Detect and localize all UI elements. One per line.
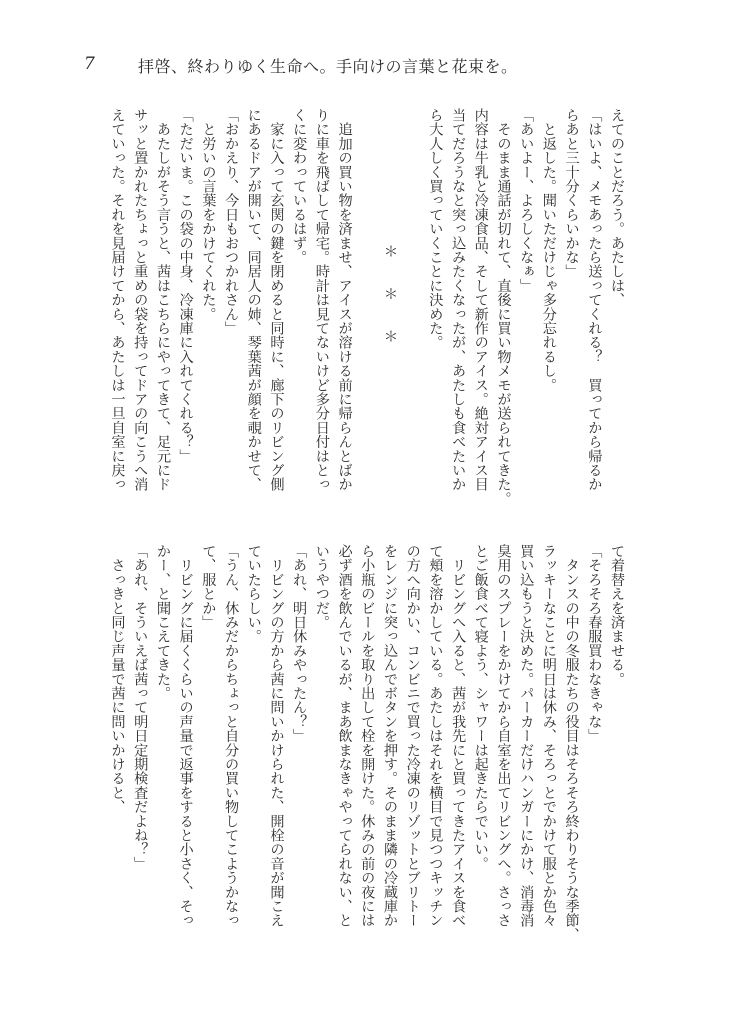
text-column: りに車を飛ばして帰宅。時計は見てないけど多分日付はとっ — [313, 108, 330, 492]
text-column: と返した。聞いただけじゃ多分忘れるし。 — [540, 108, 557, 392]
text-column: ら小瓶のビールを取り出して栓を開けた。休みの前の夜には — [359, 544, 376, 928]
text-column: さっきと同じ声量で茜に問いかけると、 — [109, 544, 126, 814]
text-block-bottom — [106, 544, 628, 942]
text-column — [401, 108, 424, 480]
text-column: 家に入って玄関の鍵を閉めると同時に、廊下のリビング側 — [268, 108, 285, 492]
text-column: えていった。それを見届けてから、あたしは一旦自室に戻っ — [109, 108, 126, 492]
text-column: ラッキーなことに明日は休み、そろっとでかけて服とか色々 — [540, 544, 557, 928]
text-column: サッと置かれたちょっと重めの袋を持ってドアの向こうへ消 — [132, 108, 149, 492]
text-column: 「ただいま。この袋の中身、冷凍庫に入れてくれる？」 — [177, 108, 194, 463]
text-column: の方へ向かい、コンビニで買った冷凍のリゾットとブリトー — [404, 544, 421, 928]
text-column: 「うん、休みだからちょっと自分の買い物してこようかなっ — [223, 544, 240, 928]
text-column: とご飯食べて寝よう、シャワーは起きたらでいい。 — [472, 544, 489, 871]
text-column: をレンジに突っ込んでボタンを押す。そのまま隣の冷蔵庫か — [381, 544, 398, 928]
running-title: 拝啓、終わりゆく生命へ。手向けの言葉と花束を。 — [138, 57, 518, 76]
text-column — [356, 108, 379, 480]
text-column: そのまま通話が切れて、直後に買い物メモが送られてきた。 — [495, 108, 512, 506]
text-column: 臭用のスプレーをかけてから自室を出てリビングへ。さっさ — [495, 544, 512, 928]
text-column: と労いの言葉をかけてくれた。 — [200, 108, 217, 321]
text-column: ていたらしい。 — [245, 544, 262, 644]
text-column: 「そろそろ春服買わなきゃな」 — [586, 544, 603, 743]
text-column: リビングの方から茜に問いかけられた、開栓の音が聞こえ — [268, 544, 285, 928]
text-column: 当てだろうなと突っ込みたくなったが、あたしも食べたいか — [450, 108, 467, 492]
text-column: 内容は牛乳と冷凍食品、そして新作のアイス。絶対アイス目 — [472, 108, 489, 492]
text-column: リビングへ入ると、茜が我先にと買ってきたアイスを食べ — [450, 544, 467, 928]
text-column: にあるドアが開いて、同居人の姉、琴葉茜が顔を覗かせて、 — [245, 108, 262, 492]
text-column: えてのことだろう。あたしは、 — [609, 108, 625, 307]
text-column: 「あれ、明日休みやったん？」 — [291, 544, 308, 743]
text-column: いうやつだ。 — [313, 544, 330, 630]
text-column: て、服とか」 — [200, 544, 217, 630]
text-column: 「おかえり、今日もおつかれさん」 — [223, 108, 240, 336]
text-column: て頬を溶かしている。あたしはそれを横目で見つつキッチン — [427, 544, 444, 928]
text-column: 「あれ、そういえば茜って明日定期検査だよね？」 — [132, 544, 149, 871]
text-column: 「はいよ、メモあったら送ってくれる？ 買ってから帰るか — [586, 108, 603, 492]
page-number: 7 — [84, 54, 95, 74]
section-break: ＊ ＊ ＊ — [381, 244, 398, 344]
text-column: タンスの中の冬服たちの役目はそろそろ終わりそうな季節、 — [563, 544, 580, 942]
text-column: くに変わっているはず。 — [291, 108, 308, 265]
text-column: 「あいよー、よろしくなぁ」 — [518, 108, 535, 293]
text-column: かー、と聞こえてきた。 — [154, 544, 171, 701]
text-column: あたしがそう言うと、茜はこちらにやってきて、足元にド — [154, 108, 171, 492]
text-block-top — [106, 108, 628, 506]
text-column: 買い込もうと決めた。パーカーだけハンガーにかけ、消毒消 — [518, 544, 535, 928]
text-column: 追加の買い物を済ませ、アイスが溶ける前に帰らんとばか — [336, 108, 353, 492]
text-column: 必ず酒を飲んでいるが、まあ飲まなきゃやってられない、と — [336, 544, 353, 928]
text-column: ら大人しく買っていくことに決めた。 — [427, 108, 444, 350]
text-column: て着替えを済ませる。 — [609, 544, 625, 686]
text-column: らあと三十分くらいかな」 — [563, 108, 580, 279]
text-column: リビングに届くくらいの声量で返事をすると小さく、そっ — [177, 544, 194, 928]
